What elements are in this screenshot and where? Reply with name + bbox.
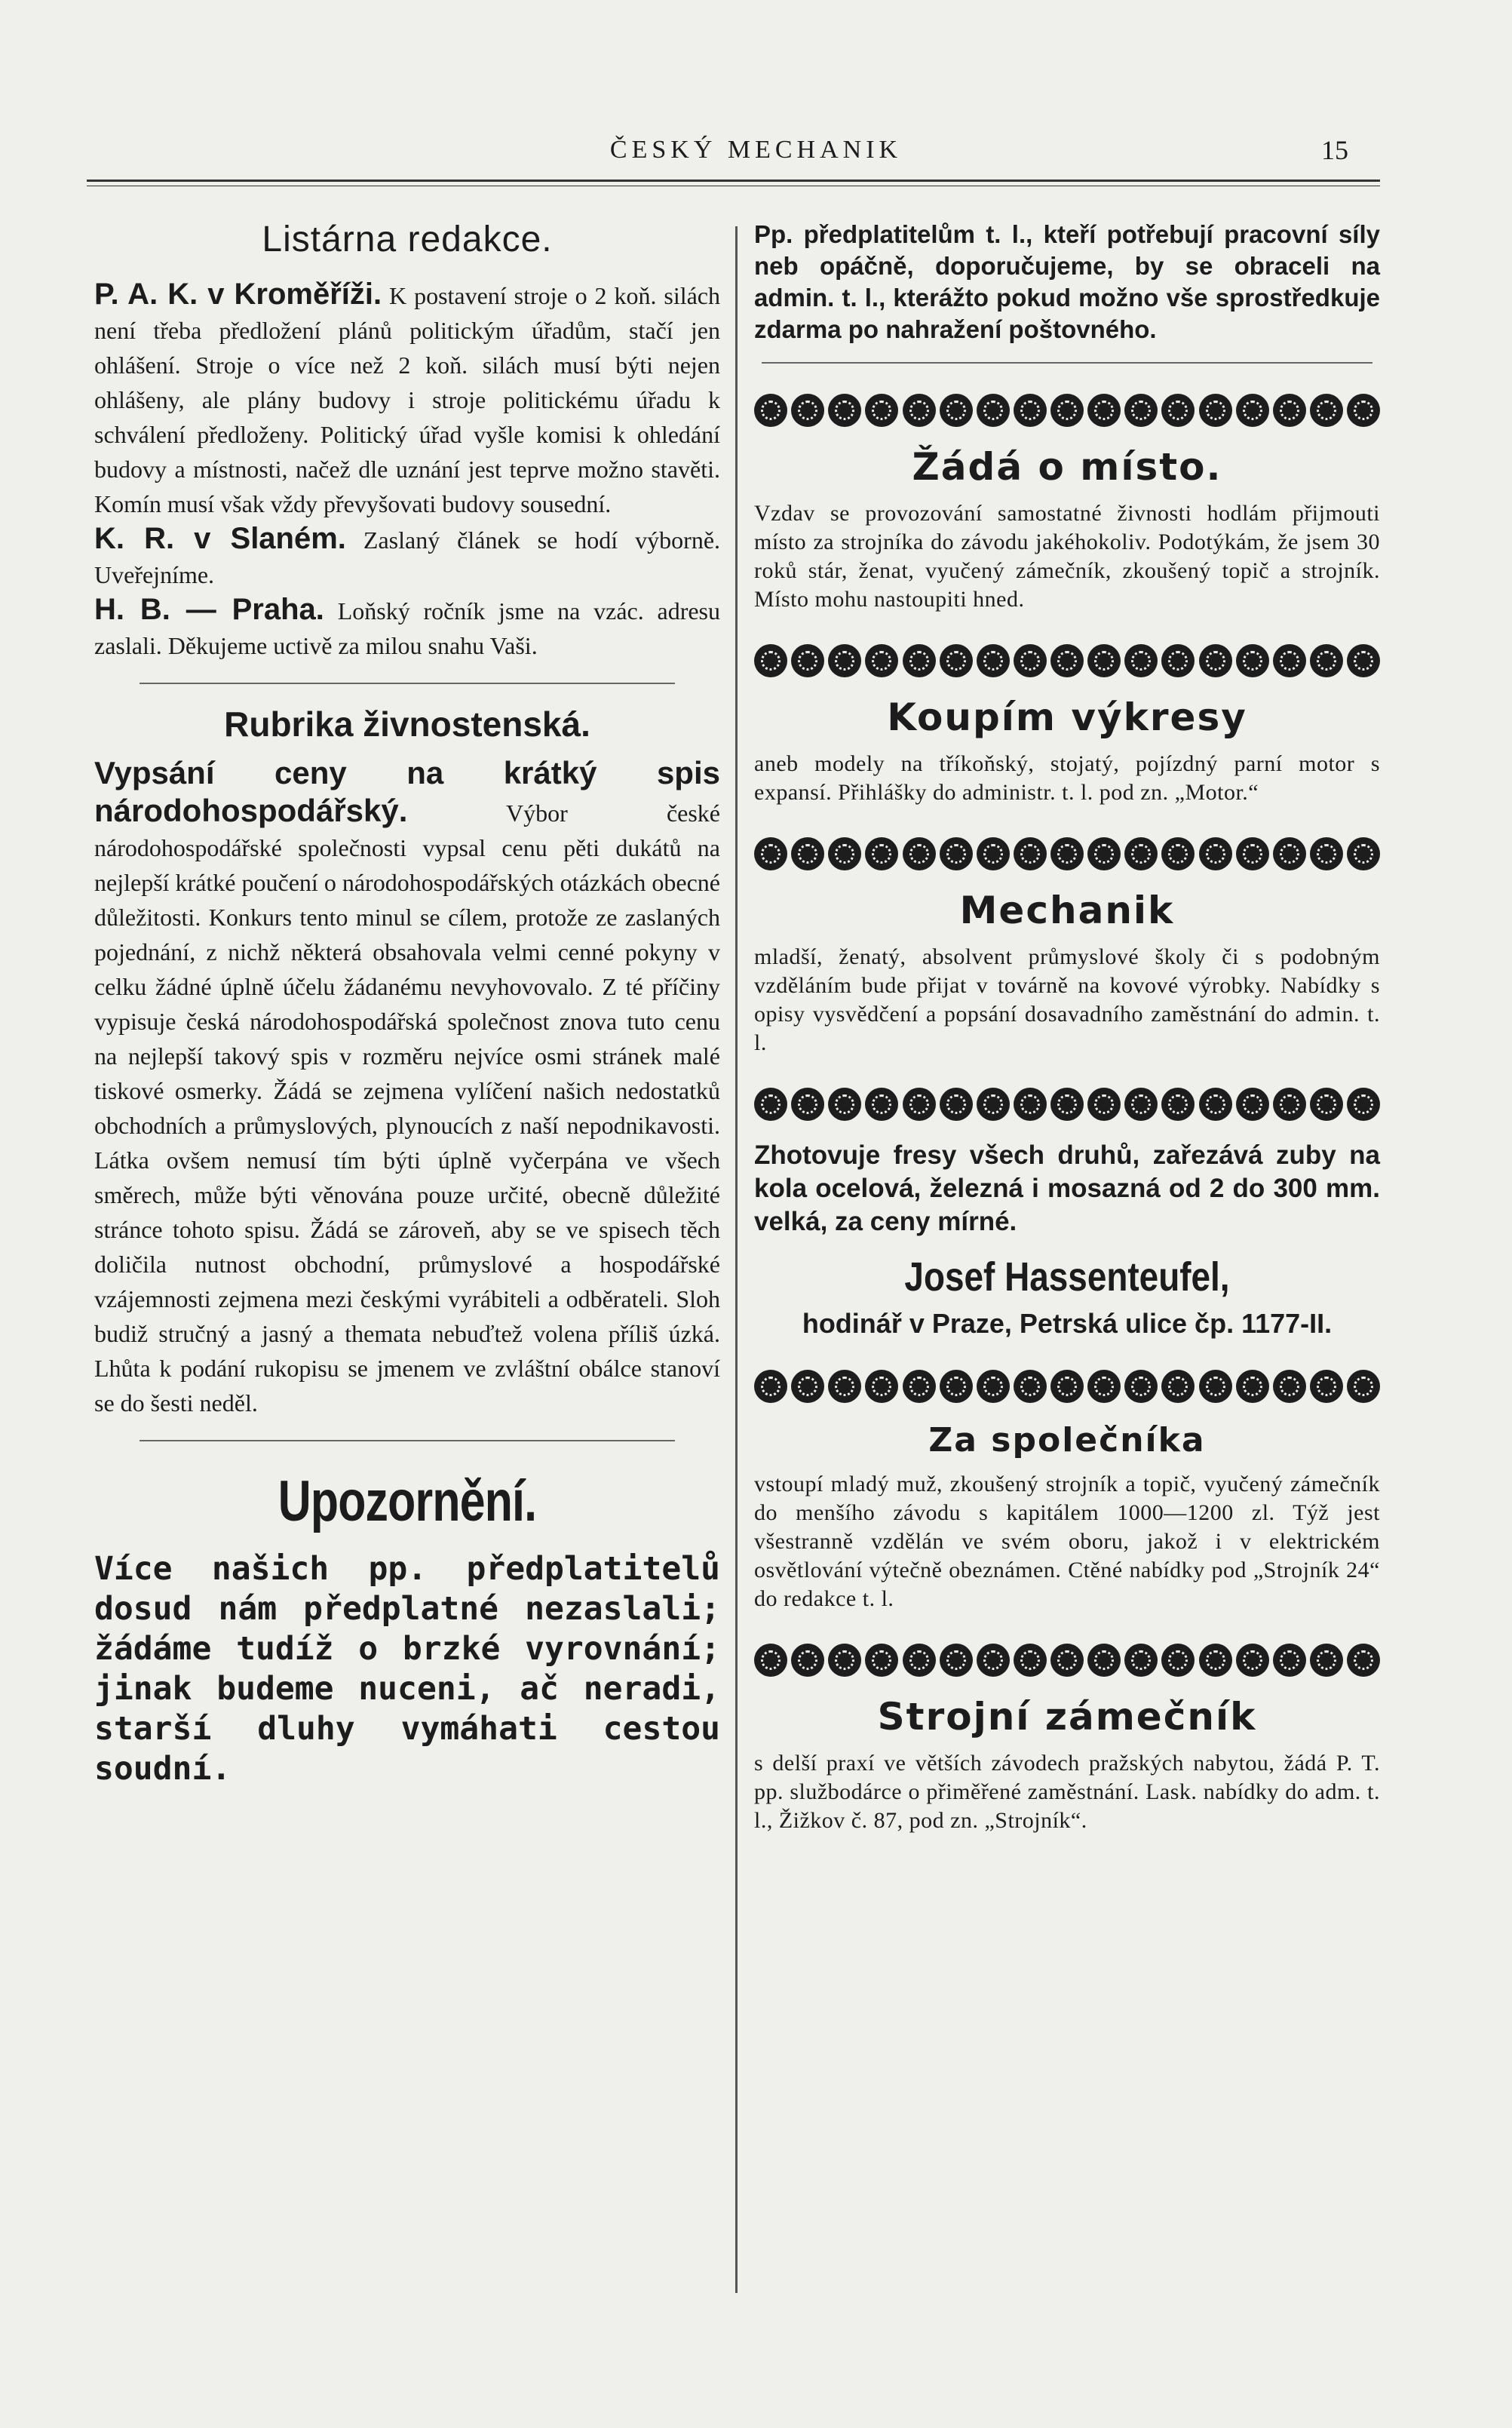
ornament-row <box>754 644 1380 677</box>
ornament-rosette-icon <box>1050 1370 1084 1403</box>
ornament-rosette-icon <box>1087 1088 1121 1121</box>
ornament-rosette-icon <box>1310 644 1343 677</box>
rubrika-title: Rubrika živnostenská. <box>224 704 590 744</box>
ornament-rosette-icon <box>865 1370 898 1403</box>
ornament-rosette-icon <box>903 644 936 677</box>
ornament-row <box>754 394 1380 427</box>
right-column <box>754 219 1380 1835</box>
ornament-rosette-icon <box>1236 1644 1269 1677</box>
ad-text-strojni-zamecnik: s delší praxí ve větších závodech pražských nabytou, žádá P. T. pp. službodárce o přiměřené zaměstnání. Lask. nabídky do adm. t. l., Žižkov č. 87, pod zn. „Strojník“. <box>754 1751 1380 1833</box>
ornament-rosette-icon <box>903 394 936 427</box>
hassenteufel-text: Zhotovuje fresy všech druhů, zařezává zuby na kola ocelová, železná i mosazná od 2 do 300 mm. velká, za ceny mírné. <box>754 1140 1380 1236</box>
article <box>94 755 720 1420</box>
ornament-rosette-icon <box>1050 1088 1084 1121</box>
ornament-rosette-icon <box>754 1088 787 1121</box>
ornament-rosette-icon <box>940 1644 973 1677</box>
ornament-rosette-icon <box>940 1370 973 1403</box>
ornament-rosette-icon <box>1236 394 1269 427</box>
ornament-rosette-icon <box>1310 394 1343 427</box>
ornament-rosette-icon <box>1199 1370 1232 1403</box>
ornament-rosette-icon <box>1347 1370 1380 1403</box>
letter-lead: P. A. K. v Kroměříži. <box>94 278 382 311</box>
ornament-rosette-icon <box>1199 1088 1232 1121</box>
ornament-rosette-icon <box>903 1370 936 1403</box>
ornament-rosette-icon <box>1161 1370 1195 1403</box>
ornament-rosette-icon <box>1050 837 1084 870</box>
ornament-rosette-icon <box>1050 394 1084 427</box>
ornament-rosette-icon <box>1087 1644 1121 1677</box>
ornament-rosette-icon <box>1273 644 1306 677</box>
ornament-rosette-icon <box>1014 1088 1047 1121</box>
ornament-rosette-icon <box>754 1644 787 1677</box>
ornament-rosette-icon <box>903 1644 936 1677</box>
ornament-rosette-icon <box>1273 1644 1306 1677</box>
ornament-rosette-icon <box>1161 1644 1195 1677</box>
ornament-rosette-icon <box>1161 1088 1195 1121</box>
ornament-rosette-icon <box>1087 394 1121 427</box>
ornament-rosette-icon <box>1124 394 1158 427</box>
ornament-rosette-icon <box>1087 644 1121 677</box>
ornament-rosette-icon <box>1014 1644 1047 1677</box>
column-rule <box>735 226 738 2293</box>
ornament-row <box>754 837 1380 870</box>
ornament-rosette-icon <box>903 1088 936 1121</box>
letter-1 <box>94 277 720 521</box>
ad-title-koupim-vykresy: Koupím výkresy <box>887 695 1247 739</box>
ad-title-mechanik: Mechanik <box>959 889 1175 932</box>
ornament-rosette-icon <box>1310 1644 1343 1677</box>
ornament-rosette-icon <box>1124 1088 1158 1121</box>
letter-lead: K. R. v Slaném. <box>94 522 346 555</box>
ornament-rosette-icon <box>754 394 787 427</box>
ornament-rosette-icon <box>1347 644 1380 677</box>
notice-text: Více našich pp. předplatitelů dosud nám předplatné nezaslali; žádáme tudíž o brzké vyrovnání; jinak budeme nuceni, ač neradi, starší dluhy vymáhati cestou soudní. <box>94 1550 720 1788</box>
ornament-rosette-icon <box>1050 1644 1084 1677</box>
ornament-rosette-icon <box>865 837 898 870</box>
letter-3 <box>94 592 720 663</box>
ad-title-zada-o-misto: Žádá o místo. <box>912 445 1222 489</box>
ornament-rosette-icon <box>940 837 973 870</box>
ornament-rosette-icon <box>828 1644 861 1677</box>
ornament-rosette-icon <box>977 394 1010 427</box>
ornament-rosette-icon <box>754 644 787 677</box>
ornament-rosette-icon <box>1161 837 1195 870</box>
page-number: 15 <box>1321 135 1348 165</box>
ornament-row <box>754 1644 1380 1677</box>
ornament-rosette-icon <box>977 1088 1010 1121</box>
left-column <box>94 219 720 1789</box>
ornament-rosette-icon <box>1124 1370 1158 1403</box>
ornament-rosette-icon <box>1124 1644 1158 1677</box>
ornament-rosette-icon <box>865 644 898 677</box>
ornament-rosette-icon <box>828 837 861 870</box>
ornament-rosette-icon <box>1236 1370 1269 1403</box>
subscriber-intro: Pp. předplatitelům t. l., kteří potřebují pracovní síly neb opáčně, doporučujeme, by se obraceli na admin. t. l., kterážto pokud možno vše sprostředkuje zdarma po nahražení poštovného. <box>754 220 1380 343</box>
ornament-rosette-icon <box>865 1644 898 1677</box>
ornament-rosette-icon <box>977 1644 1010 1677</box>
divider <box>140 683 675 684</box>
ornament-rosette-icon <box>1199 1644 1232 1677</box>
ornament-rosette-icon <box>791 644 824 677</box>
ornament-rosette-icon <box>1273 837 1306 870</box>
ornament-rosette-icon <box>1347 1644 1380 1677</box>
header-rule <box>87 180 1380 182</box>
ornament-rosette-icon <box>865 1088 898 1121</box>
ornament-rosette-icon <box>1199 837 1232 870</box>
ornament-rosette-icon <box>1273 1088 1306 1121</box>
divider <box>140 1440 675 1441</box>
ornament-rosette-icon <box>1347 394 1380 427</box>
ornament-rosette-icon <box>1014 837 1047 870</box>
running-title: ČESKÝ MECHANIK <box>609 136 903 164</box>
ad-text-mechanik: mladší, ženatý, absolvent průmyslové školy či s podobným vzděláním bude přijat v továrně na kovové výrobky. Nabídky s opisy vysvědčení a popsání dosavadního zaměstnání do admin. t. l. <box>754 944 1380 1055</box>
ornament-rosette-icon <box>1014 644 1047 677</box>
ornament-rosette-icon <box>865 394 898 427</box>
ad-title-za-spolecnika: Za společníka <box>928 1421 1206 1460</box>
ornament-rosette-icon <box>977 644 1010 677</box>
ornament-row <box>754 1088 1380 1121</box>
ornament-rosette-icon <box>828 1370 861 1403</box>
ornament-rosette-icon <box>1087 837 1121 870</box>
ornament-rosette-icon <box>1161 394 1195 427</box>
letter-lead: H. B. — Praha. <box>94 593 324 626</box>
notice-title: Upozornění. <box>278 1469 537 1533</box>
ornament-rosette-icon <box>1236 837 1269 870</box>
ornament-rosette-icon <box>903 837 936 870</box>
letter-2 <box>94 521 720 592</box>
letter-text: Loňský ročník jsme na vzác. adresu zaslali. Děkujeme uctivě za milou snahu Vaši. <box>94 597 721 659</box>
ornament-rosette-icon <box>828 644 861 677</box>
ornament-rosette-icon <box>754 1370 787 1403</box>
ornament-rosette-icon <box>940 394 973 427</box>
ornament-rosette-icon <box>1273 1370 1306 1403</box>
ornament-rosette-icon <box>940 1088 973 1121</box>
ornament-rosette-icon <box>754 837 787 870</box>
ad-text-zada-o-misto: Vzdav se provozování samostatné živnosti hodlám přijmouti místo za strojníka do závodu jakéhokoliv. Podotýkám, že jsem 30 roků stár, ženat, vyučený zámečník, zkoušený topič a strojník. Místo mohu nastoupiti hned. <box>754 501 1380 612</box>
ornament-rosette-icon <box>791 394 824 427</box>
ad-title-strojni-zamecnik: Strojní zámečník <box>877 1695 1257 1739</box>
ad-text-za-spolecnika: vstoupí mladý muž, zkoušený strojník a topič, vyučený zámečník do menšího závodu s kapitálem 1000—1200 zl. Týž jest všestranně vzdělán ve svém oboru, jakož i v elektrickém osvětlování výtečně obeznámen. Ctěné nabídky pod „Strojník 24“ do redakce t. l. <box>754 1472 1380 1611</box>
hassenteufel-name: Josef Hassenteufel, <box>904 1254 1230 1300</box>
letter-text: Zaslaný článek se hodí výborně. Uveřejníme. <box>94 526 721 588</box>
divider <box>762 362 1372 364</box>
ornament-rosette-icon <box>1310 1088 1343 1121</box>
article-title: Vypsání ceny na krátký spis národohospodářský. <box>94 755 720 828</box>
ornament-rosette-icon <box>1014 394 1047 427</box>
ornament-rosette-icon <box>1236 1088 1269 1121</box>
ornament-rosette-icon <box>1014 1370 1047 1403</box>
listarna-title: Listárna redakce. <box>262 219 553 259</box>
ornament-rosette-icon <box>791 1088 824 1121</box>
ornament-rosette-icon <box>1161 644 1195 677</box>
ornament-rosette-icon <box>1087 1370 1121 1403</box>
ornament-rosette-icon <box>1273 394 1306 427</box>
ornament-rosette-icon <box>791 1644 824 1677</box>
ornament-rosette-icon <box>1124 644 1158 677</box>
ornament-rosette-icon <box>1347 1088 1380 1121</box>
ornament-rosette-icon <box>1310 837 1343 870</box>
ornament-rosette-icon <box>977 1370 1010 1403</box>
article-text: Výbor české národohospodářské společnosti vypsal cenu pěti dukátů na nejlepší krátké poučení o národohospodářských otázkách obecné důležitosti. Konkurs tento minul se cílem, protože ze zaslaných pojednání, z nichž některá obsahovala velmi cenné pokyny v celku žádné úplně účelu žádanému nevyhovovalo. Z té příčiny vypisuje česká národohospodářská společnost znova tuto cenu na nejlepší takový spis v rozměru nejvíce osmi stránek malé tiskové osmerky. Žádá se zejmena vylíčení našich nedostatků obchodních a průmyslových, plynoucích z naší nepodnikavosti. Látka ovšem nemusí tím býti úplně vyčerpána ve všech směrech, může býti věnována pouze určité, obecně důležité stránce tohoto spisu. Žádá se zároveň, aby se ve spisech těch doličila nutnost obchodní, průmyslové a hospodářské vzájemnosti zejmena mezi českými vyrábiteli a odběrateli. Sloh budiž stručný a jasný a themata nebuďtež volena příliš úzká. Lhůta k podání rukopisu se jmenem ve zvláštní obálce stanoví se do šesti neděl. <box>94 800 720 1417</box>
ornament-rosette-icon <box>1124 837 1158 870</box>
ornament-rosette-icon <box>940 644 973 677</box>
ornament-row <box>754 1370 1380 1403</box>
ad-text-koupim-vykresy: aneb modely na tříkoňský, stojatý, pojízdný parní motor s expansí. Přihlášky do administr. t. l. pod zn. „Motor.“ <box>754 751 1380 805</box>
ornament-rosette-icon <box>1236 644 1269 677</box>
ornament-rosette-icon <box>828 1088 861 1121</box>
ornament-rosette-icon <box>828 394 861 427</box>
ornament-rosette-icon <box>1310 1370 1343 1403</box>
ornament-rosette-icon <box>1199 644 1232 677</box>
ornament-rosette-icon <box>1050 644 1084 677</box>
hassenteufel-address: hodinář v Praze, Petrská ulice čp. 1177-II. <box>802 1308 1333 1339</box>
ornament-rosette-icon <box>1199 394 1232 427</box>
ornament-rosette-icon <box>1347 837 1380 870</box>
ornament-rosette-icon <box>791 837 824 870</box>
ornament-rosette-icon <box>791 1370 824 1403</box>
letter-text: K postavení stroje o 2 koň. silách není třeba předložení plánů politickým úřadům, stačí jen ohlášení. Stroje o více než 2 koň. silách musí býti nejen ohlášeny, ale plány budovy i stroje politickému úřadu k schválení předloženy. Politický úřad vyšle komisi k ohledání budovy a místnosti, načež dle uznání jest teprve možno stavěti. Komín musí však vždy převyšovati budovy sousední. <box>94 282 721 517</box>
ornament-rosette-icon <box>977 837 1010 870</box>
